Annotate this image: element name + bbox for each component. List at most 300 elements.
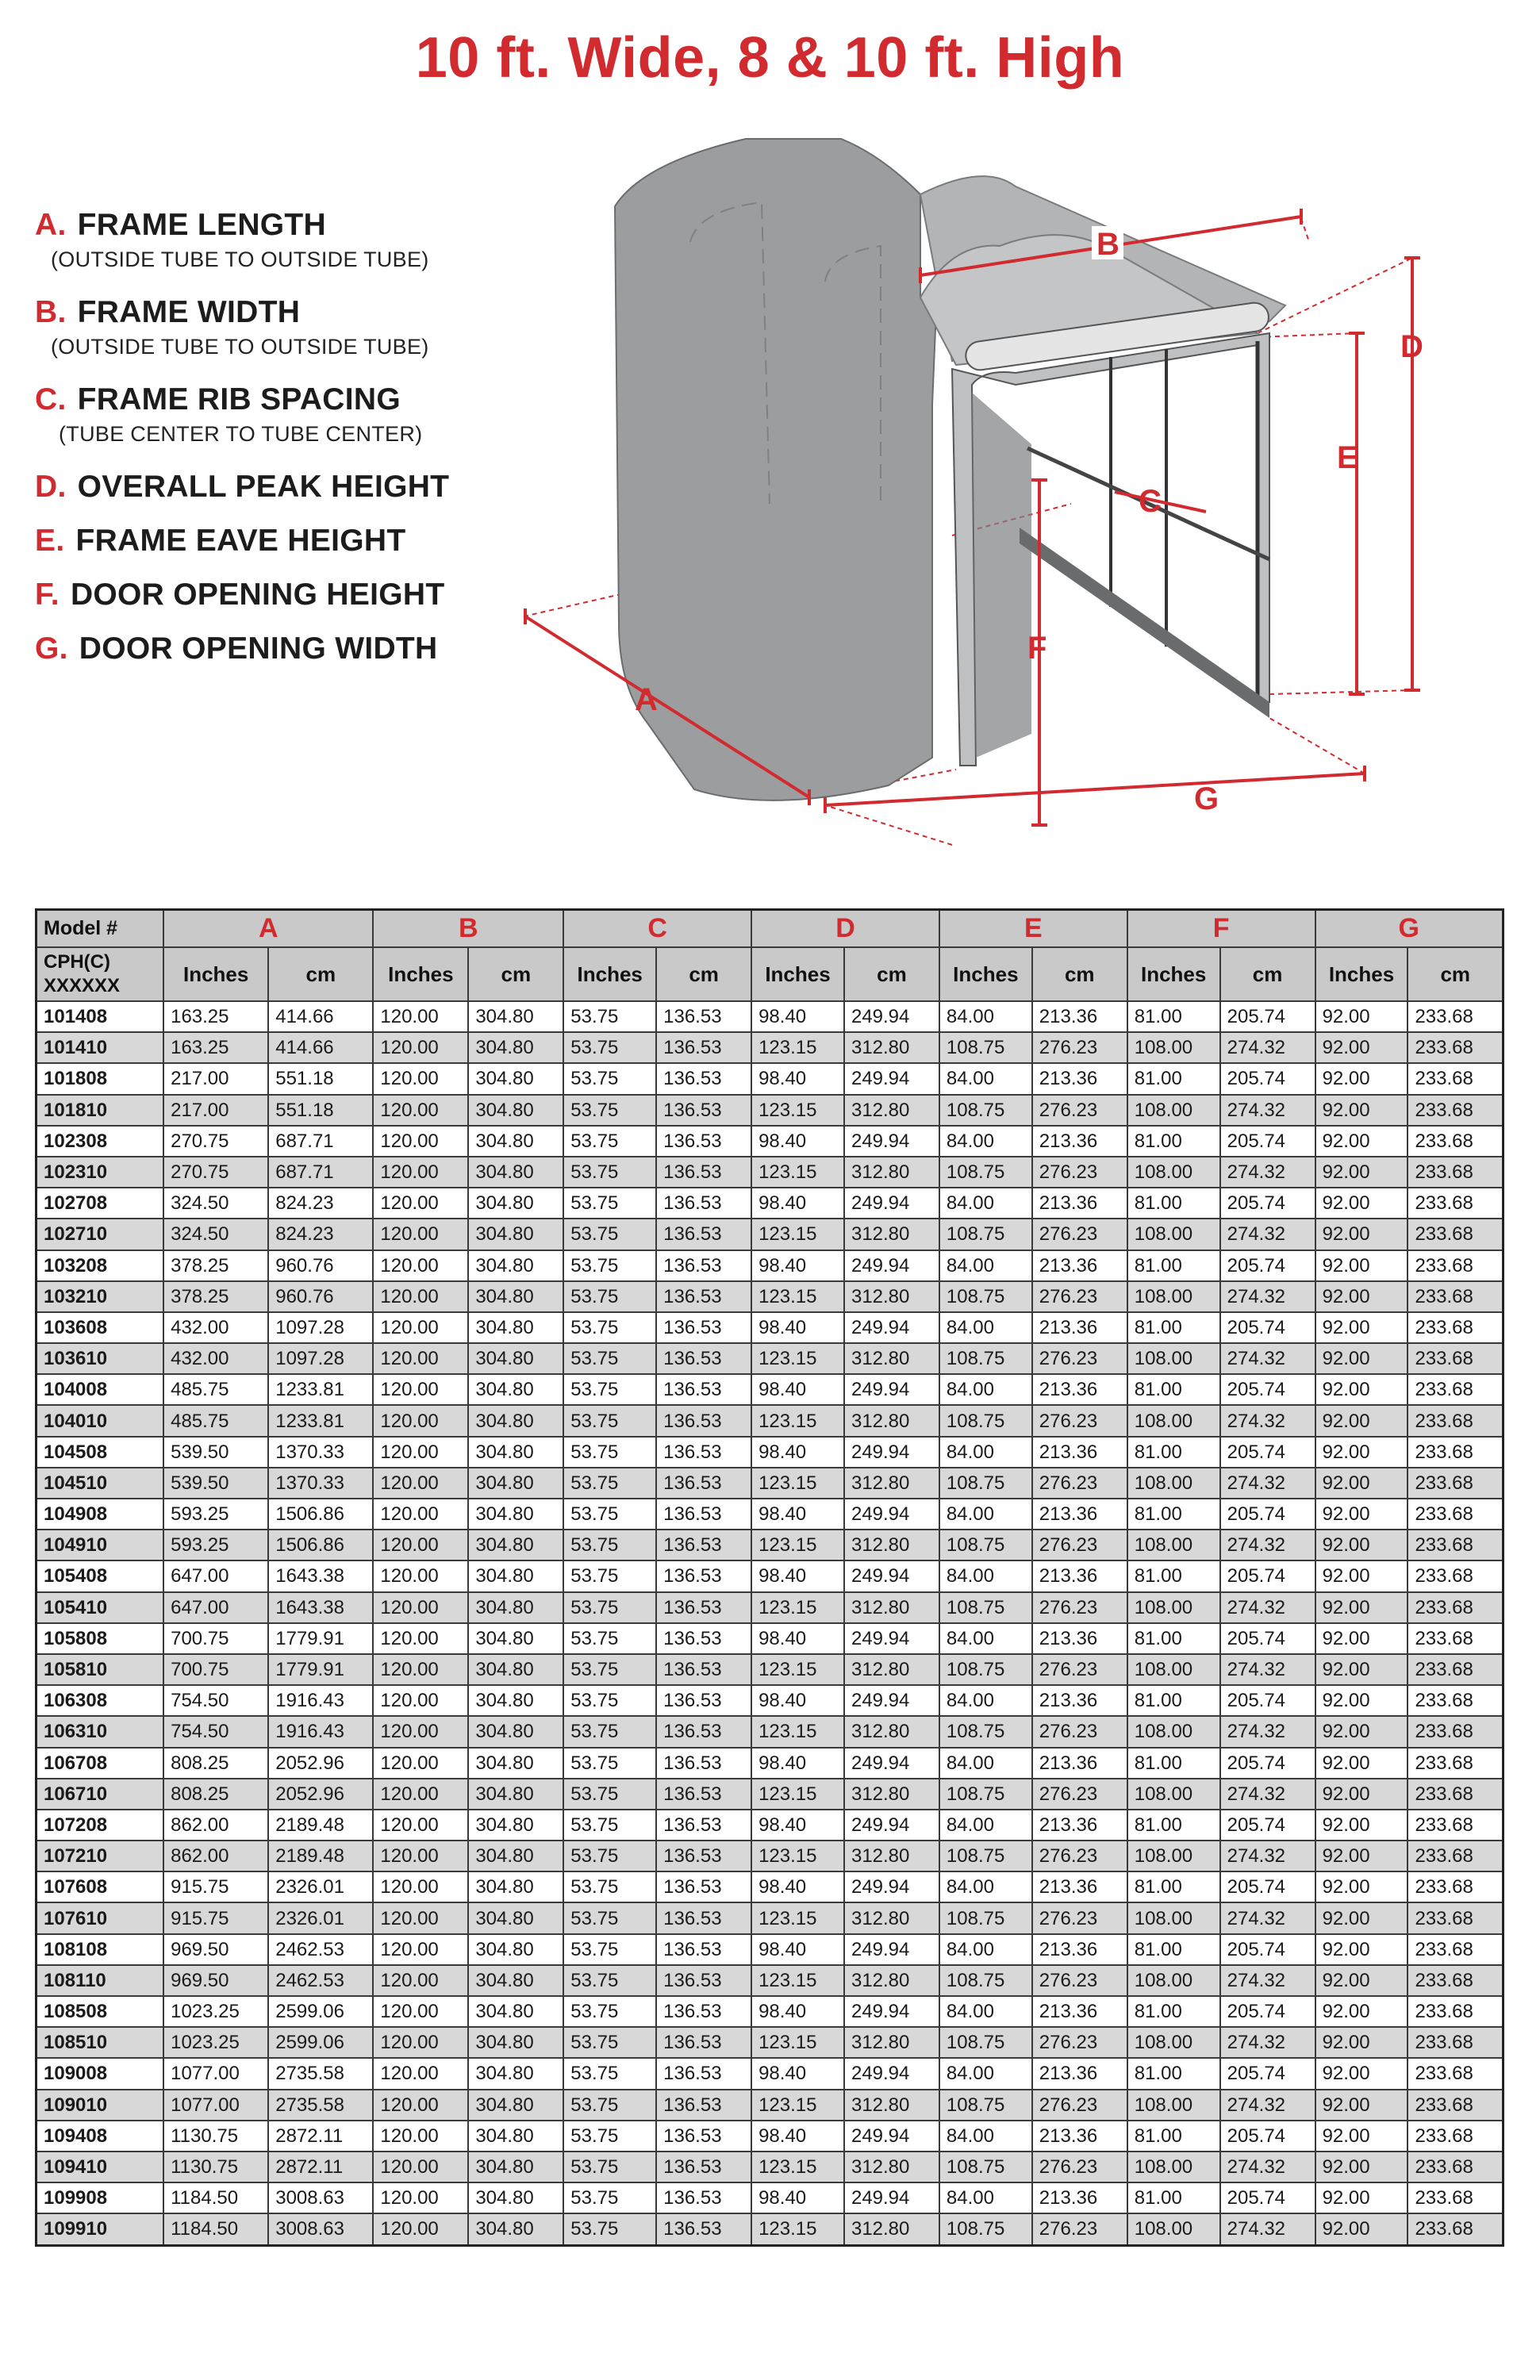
table-cell: 123.15 [751, 1530, 844, 1560]
table-cell: 53.75 [563, 1312, 656, 1343]
table-cell: 98.40 [751, 1748, 844, 1779]
table-cell: 249.94 [844, 1001, 939, 1032]
table-cell: 213.36 [1032, 1934, 1127, 1965]
table-cell: 213.36 [1032, 1499, 1127, 1530]
table-cell: 81.00 [1127, 1623, 1220, 1654]
table-cell: 1184.50 [163, 2182, 268, 2213]
table-cell: 53.75 [563, 1219, 656, 1250]
table-cell: 233.68 [1408, 1281, 1503, 1312]
table-cell: 136.53 [656, 1468, 751, 1499]
table-cell: 233.68 [1408, 1592, 1503, 1623]
unit-header-inches: Inches [163, 947, 268, 1001]
table-cell: 205.74 [1220, 1437, 1315, 1468]
unit-header-cm: cm [656, 947, 751, 1001]
table-cell: 53.75 [563, 2058, 656, 2089]
table-cell: 205.74 [1220, 2182, 1315, 2213]
table-cell: 249.94 [844, 1685, 939, 1716]
table-cell: 108.75 [939, 2090, 1032, 2121]
table-cell: 92.00 [1315, 1841, 1408, 1871]
table-cell: 81.00 [1127, 1560, 1220, 1591]
legend-sub: (TUBE CENTER TO TUBE CENTER) [59, 422, 423, 446]
table-cell: 324.50 [163, 1219, 268, 1250]
table-cell: 276.23 [1032, 1095, 1127, 1126]
table-cell: 120.00 [373, 1063, 468, 1094]
table-cell: 213.36 [1032, 1063, 1127, 1094]
table-cell: 92.00 [1315, 1312, 1408, 1343]
group-header-c: C [563, 910, 751, 948]
table-cell: 1643.38 [268, 1592, 373, 1623]
table-cell: 120.00 [373, 1032, 468, 1063]
model-number-cell: 102708 [36, 1188, 164, 1219]
model-number-cell: 107208 [36, 1810, 164, 1841]
table-cell: 92.00 [1315, 1499, 1408, 1530]
table-cell: 213.36 [1032, 1871, 1127, 1902]
table-cell: 108.00 [1127, 1468, 1220, 1499]
table-cell: 824.23 [268, 1188, 373, 1219]
model-number-cell: 101810 [36, 1095, 164, 1126]
table-cell: 108.00 [1127, 1902, 1220, 1933]
table-cell: 108.00 [1127, 1965, 1220, 1996]
table-cell: 136.53 [656, 1530, 751, 1560]
table-cell: 274.32 [1220, 1343, 1315, 1374]
table-cell: 108.75 [939, 1095, 1032, 1126]
table-cell: 53.75 [563, 1001, 656, 1032]
legend-item-f [35, 578, 445, 612]
table-cell: 213.36 [1032, 1374, 1127, 1405]
table-cell: 53.75 [563, 1499, 656, 1530]
model-number-cell: 103208 [36, 1250, 164, 1281]
unit-header-cm: cm [1220, 947, 1315, 1001]
table-cell: 274.32 [1220, 1095, 1315, 1126]
cph-header-line2: XXXXXX [44, 975, 121, 996]
table-cell: 304.80 [468, 2213, 563, 2245]
model-number-cell: 104008 [36, 1374, 164, 1405]
table-cell: 53.75 [563, 1810, 656, 1841]
table-cell: 249.94 [844, 1374, 939, 1405]
table-cell: 647.00 [163, 1560, 268, 1591]
table-cell: 312.80 [844, 1965, 939, 1996]
table-row [36, 2090, 1504, 2121]
table-cell: 274.32 [1220, 1716, 1315, 1747]
table-row [36, 1343, 1504, 1374]
table-cell: 53.75 [563, 2213, 656, 2245]
table-cell: 233.68 [1408, 1654, 1503, 1685]
table-cell: 98.40 [751, 2182, 844, 2213]
table-cell: 233.68 [1408, 2152, 1503, 2182]
table-cell: 163.25 [163, 1032, 268, 1063]
legend-item-a [35, 208, 429, 272]
table-cell: 233.68 [1408, 1748, 1503, 1779]
table-cell: 120.00 [373, 2121, 468, 2152]
table-cell: 862.00 [163, 1841, 268, 1871]
table-cell: 84.00 [939, 2058, 1032, 2089]
table-cell: 249.94 [844, 1250, 939, 1281]
table-cell: 249.94 [844, 1063, 939, 1094]
table-cell: 312.80 [844, 1530, 939, 1560]
table-cell: 233.68 [1408, 1343, 1503, 1374]
table-row [36, 1934, 1504, 1965]
dim-label-a: A [635, 682, 658, 717]
table-cell: 1506.86 [268, 1499, 373, 1530]
table-cell: 2872.11 [268, 2152, 373, 2182]
table-cell: 205.74 [1220, 1560, 1315, 1591]
table-cell: 276.23 [1032, 1841, 1127, 1871]
table-cell: 98.40 [751, 1250, 844, 1281]
dim-label-f: F [1027, 631, 1047, 666]
table-cell: 2052.96 [268, 1779, 373, 1810]
table-cell: 304.80 [468, 1250, 563, 1281]
table-cell: 53.75 [563, 1623, 656, 1654]
table-cell: 136.53 [656, 1250, 751, 1281]
table-cell: 312.80 [844, 1902, 939, 1933]
table-cell: 233.68 [1408, 2090, 1503, 2121]
table-row [36, 1499, 1504, 1530]
table-cell: 108.00 [1127, 2090, 1220, 2121]
table-cell: 312.80 [844, 1654, 939, 1685]
table-cell: 249.94 [844, 1560, 939, 1591]
table-cell: 233.68 [1408, 1126, 1503, 1157]
table-cell: 123.15 [751, 1281, 844, 1312]
table-cell: 108.00 [1127, 2213, 1220, 2245]
table-cell: 84.00 [939, 1499, 1032, 1530]
table-cell: 98.40 [751, 1810, 844, 1841]
table-cell: 205.74 [1220, 1810, 1315, 1841]
table-cell: 98.40 [751, 1871, 844, 1902]
table-cell: 304.80 [468, 2027, 563, 2058]
dim-label-c: C [1139, 484, 1162, 519]
table-cell: 1370.33 [268, 1437, 373, 1468]
table-cell: 205.74 [1220, 2058, 1315, 2089]
legend-label: DOOR OPENING HEIGHT [70, 578, 445, 612]
table-cell: 120.00 [373, 1592, 468, 1623]
spec-table-body [36, 1001, 1504, 2245]
table-cell: 276.23 [1032, 1592, 1127, 1623]
table-cell: 84.00 [939, 1437, 1032, 1468]
table-cell: 213.36 [1032, 1810, 1127, 1841]
table-cell: 136.53 [656, 1032, 751, 1063]
unit-header-inches: Inches [1315, 947, 1408, 1001]
table-cell: 108.00 [1127, 1405, 1220, 1436]
model-number-cell: 109408 [36, 2121, 164, 2152]
table-cell: 53.75 [563, 1063, 656, 1094]
table-cell: 123.15 [751, 1343, 844, 1374]
header-row-units [36, 947, 1504, 1001]
table-cell: 276.23 [1032, 1281, 1127, 1312]
table-cell: 2735.58 [268, 2058, 373, 2089]
table-cell: 53.75 [563, 1095, 656, 1126]
table-cell: 108.00 [1127, 1343, 1220, 1374]
table-cell: 136.53 [656, 2090, 751, 2121]
table-cell: 213.36 [1032, 1126, 1127, 1157]
table-cell: 120.00 [373, 1716, 468, 1747]
group-header-d: D [751, 910, 939, 948]
table-cell: 276.23 [1032, 1716, 1127, 1747]
table-cell: 81.00 [1127, 2121, 1220, 2152]
table-cell: 276.23 [1032, 1157, 1127, 1188]
table-cell: 92.00 [1315, 1592, 1408, 1623]
table-cell: 108.75 [939, 1032, 1032, 1063]
table-cell: 84.00 [939, 1250, 1032, 1281]
table-cell: 233.68 [1408, 2027, 1503, 2058]
table-cell: 213.36 [1032, 2058, 1127, 2089]
table-cell: 120.00 [373, 1871, 468, 1902]
table-cell: 53.75 [563, 1748, 656, 1779]
table-cell: 1023.25 [163, 2027, 268, 2058]
table-cell: 136.53 [656, 1312, 751, 1343]
table-cell: 378.25 [163, 1281, 268, 1312]
table-cell: 53.75 [563, 1716, 656, 1747]
table-cell: 123.15 [751, 1654, 844, 1685]
table-row [36, 1001, 1504, 1032]
table-row [36, 1468, 1504, 1499]
table-cell: 915.75 [163, 1902, 268, 1933]
dim-label-g: G [1194, 781, 1219, 816]
model-number-cell: 103210 [36, 1281, 164, 1312]
table-cell: 485.75 [163, 1405, 268, 1436]
table-cell: 120.00 [373, 1468, 468, 1499]
table-cell: 108.00 [1127, 2152, 1220, 2182]
table-cell: 700.75 [163, 1623, 268, 1654]
table-cell: 274.32 [1220, 1592, 1315, 1623]
table-cell: 84.00 [939, 1374, 1032, 1405]
table-cell: 108.00 [1127, 1032, 1220, 1063]
table-cell: 274.32 [1220, 1281, 1315, 1312]
table-cell: 304.80 [468, 1841, 563, 1871]
table-cell: 233.68 [1408, 2213, 1503, 2245]
table-cell: 123.15 [751, 1779, 844, 1810]
table-cell: 120.00 [373, 2182, 468, 2213]
table-cell: 84.00 [939, 1312, 1032, 1343]
table-cell: 108.00 [1127, 1841, 1220, 1871]
table-cell: 92.00 [1315, 1188, 1408, 1219]
table-cell: 700.75 [163, 1654, 268, 1685]
legend-letter: B. [35, 295, 67, 329]
table-cell: 312.80 [844, 2027, 939, 2058]
table-cell: 213.36 [1032, 1748, 1127, 1779]
table-cell: 233.68 [1408, 1871, 1503, 1902]
table-cell: 304.80 [468, 1126, 563, 1157]
table-cell: 120.00 [373, 1748, 468, 1779]
table-cell: 3008.63 [268, 2182, 373, 2213]
table-cell: 274.32 [1220, 1779, 1315, 1810]
table-cell: 84.00 [939, 1934, 1032, 1965]
table-cell: 233.68 [1408, 1685, 1503, 1716]
table-cell: 92.00 [1315, 1126, 1408, 1157]
table-cell: 98.40 [751, 1001, 844, 1032]
table-cell: 312.80 [844, 1219, 939, 1250]
table-cell: 233.68 [1408, 1188, 1503, 1219]
table-cell: 233.68 [1408, 1499, 1503, 1530]
table-cell: 98.40 [751, 1685, 844, 1716]
table-cell: 136.53 [656, 1841, 751, 1871]
table-cell: 120.00 [373, 1157, 468, 1188]
table-cell: 205.74 [1220, 1126, 1315, 1157]
table-cell: 136.53 [656, 1063, 751, 1094]
table-cell: 123.15 [751, 1592, 844, 1623]
table-cell: 687.71 [268, 1126, 373, 1157]
table-cell: 312.80 [844, 1841, 939, 1871]
table-cell: 92.00 [1315, 2121, 1408, 2152]
model-number-cell: 108110 [36, 1965, 164, 1996]
unit-header-inches: Inches [563, 947, 656, 1001]
table-row [36, 2152, 1504, 2182]
table-cell: 136.53 [656, 1965, 751, 1996]
table-cell: 120.00 [373, 2213, 468, 2245]
dim-label-e: E [1337, 440, 1358, 475]
table-cell: 915.75 [163, 1871, 268, 1902]
model-number-cell: 105410 [36, 1592, 164, 1623]
model-number-cell: 104908 [36, 1499, 164, 1530]
table-cell: 304.80 [468, 1530, 563, 1560]
table-cell: 233.68 [1408, 1560, 1503, 1591]
model-number-cell: 104508 [36, 1437, 164, 1468]
table-cell: 304.80 [468, 1374, 563, 1405]
model-number-cell: 106708 [36, 1748, 164, 1779]
table-cell: 213.36 [1032, 1001, 1127, 1032]
table-cell: 136.53 [656, 1654, 751, 1685]
table-cell: 84.00 [939, 1188, 1032, 1219]
legend-letter: D. [35, 470, 67, 504]
legend-item-b [35, 295, 429, 359]
table-cell: 274.32 [1220, 1530, 1315, 1560]
header-row-groups [36, 910, 1504, 948]
table-cell: 120.00 [373, 1095, 468, 1126]
legend-label: FRAME WIDTH [77, 295, 301, 329]
table-cell: 120.00 [373, 1001, 468, 1032]
table-cell: 233.68 [1408, 1716, 1503, 1747]
table-cell: 120.00 [373, 1779, 468, 1810]
table-row [36, 1716, 1504, 1747]
table-row [36, 1965, 1504, 1996]
table-cell: 108.75 [939, 1468, 1032, 1499]
table-cell: 98.40 [751, 1312, 844, 1343]
dim-label-d: D [1400, 329, 1423, 364]
table-cell: 84.00 [939, 1560, 1032, 1591]
table-cell: 233.68 [1408, 1996, 1503, 2027]
table-cell: 53.75 [563, 1996, 656, 2027]
table-cell: 123.15 [751, 2027, 844, 2058]
table-cell: 136.53 [656, 1095, 751, 1126]
table-cell: 217.00 [163, 1063, 268, 1094]
table-cell: 53.75 [563, 1374, 656, 1405]
table-cell: 233.68 [1408, 1250, 1503, 1281]
table-cell: 81.00 [1127, 1063, 1220, 1094]
table-cell: 136.53 [656, 1871, 751, 1902]
table-cell: 108.00 [1127, 1157, 1220, 1188]
unit-header-cm: cm [1408, 947, 1503, 1001]
table-cell: 754.50 [163, 1716, 268, 1747]
table-cell: 205.74 [1220, 1623, 1315, 1654]
table-cell: 120.00 [373, 1623, 468, 1654]
table-cell: 270.75 [163, 1126, 268, 1157]
table-cell: 92.00 [1315, 1623, 1408, 1654]
table-row [36, 1095, 1504, 1126]
table-cell: 304.80 [468, 1810, 563, 1841]
group-header-a: A [163, 910, 373, 948]
table-cell: 312.80 [844, 1405, 939, 1436]
table-cell: 108.00 [1127, 1095, 1220, 1126]
legend-label: FRAME RIB SPACING [77, 382, 401, 416]
table-cell: 312.80 [844, 2213, 939, 2245]
table-cell: 81.00 [1127, 2182, 1220, 2213]
table-cell: 108.00 [1127, 1281, 1220, 1312]
table-cell: 217.00 [163, 1095, 268, 1126]
table-cell: 136.53 [656, 2027, 751, 2058]
table-cell: 249.94 [844, 1996, 939, 2027]
table-row [36, 1063, 1504, 1094]
model-number-cell: 104910 [36, 1530, 164, 1560]
table-cell: 304.80 [468, 1032, 563, 1063]
table-cell: 862.00 [163, 1810, 268, 1841]
table-cell: 136.53 [656, 1623, 751, 1654]
table-cell: 92.00 [1315, 1250, 1408, 1281]
table-row [36, 1530, 1504, 1560]
unit-header-cm: cm [268, 947, 373, 1001]
table-row [36, 1374, 1504, 1405]
table-cell: 213.36 [1032, 1560, 1127, 1591]
table-cell: 1916.43 [268, 1685, 373, 1716]
table-cell: 233.68 [1408, 1934, 1503, 1965]
table-cell: 98.40 [751, 1063, 844, 1094]
table-cell: 213.36 [1032, 1685, 1127, 1716]
table-cell: 276.23 [1032, 1032, 1127, 1063]
table-cell: 81.00 [1127, 1250, 1220, 1281]
legend-letter: E. [35, 524, 65, 558]
table-cell: 120.00 [373, 1188, 468, 1219]
table-cell: 98.40 [751, 2121, 844, 2152]
table-cell: 92.00 [1315, 2090, 1408, 2121]
table-cell: 205.74 [1220, 1188, 1315, 1219]
table-cell: 98.40 [751, 1623, 844, 1654]
table-cell: 312.80 [844, 1468, 939, 1499]
table-cell: 274.32 [1220, 1902, 1315, 1933]
table-cell: 249.94 [844, 1623, 939, 1654]
table-cell: 213.36 [1032, 1188, 1127, 1219]
table-cell: 108.75 [939, 1219, 1032, 1250]
table-cell: 205.74 [1220, 1001, 1315, 1032]
table-cell: 120.00 [373, 1996, 468, 2027]
table-row [36, 1281, 1504, 1312]
legend-sub: (OUTSIDE TUBE TO OUTSIDE TUBE) [51, 335, 429, 359]
table-cell: 136.53 [656, 1343, 751, 1374]
page-title: 10 ft. Wide, 8 & 10 ft. High [415, 26, 1125, 90]
table-cell: 233.68 [1408, 1405, 1503, 1436]
table-cell: 276.23 [1032, 2152, 1127, 2182]
table-cell: 276.23 [1032, 1405, 1127, 1436]
table-cell: 233.68 [1408, 1219, 1503, 1250]
table-cell: 53.75 [563, 1188, 656, 1219]
table-cell: 136.53 [656, 1219, 751, 1250]
table-cell: 274.32 [1220, 1654, 1315, 1685]
table-cell: 98.40 [751, 1499, 844, 1530]
legend-sub: (OUTSIDE TUBE TO OUTSIDE TUBE) [51, 248, 429, 271]
model-number-cell: 108108 [36, 1934, 164, 1965]
table-cell: 92.00 [1315, 1219, 1408, 1250]
table-cell: 120.00 [373, 1374, 468, 1405]
table-cell: 276.23 [1032, 2213, 1127, 2245]
table-cell: 120.00 [373, 1343, 468, 1374]
table-cell: 53.75 [563, 1343, 656, 1374]
table-cell: 754.50 [163, 1685, 268, 1716]
table-cell: 136.53 [656, 1996, 751, 2027]
table-cell: 123.15 [751, 1902, 844, 1933]
model-number-cell: 102310 [36, 1157, 164, 1188]
table-cell: 163.25 [163, 1001, 268, 1032]
table-cell: 108.75 [939, 2027, 1032, 2058]
model-number-cell: 101408 [36, 1001, 164, 1032]
table-cell: 136.53 [656, 1685, 751, 1716]
table-cell: 1077.00 [163, 2058, 268, 2089]
